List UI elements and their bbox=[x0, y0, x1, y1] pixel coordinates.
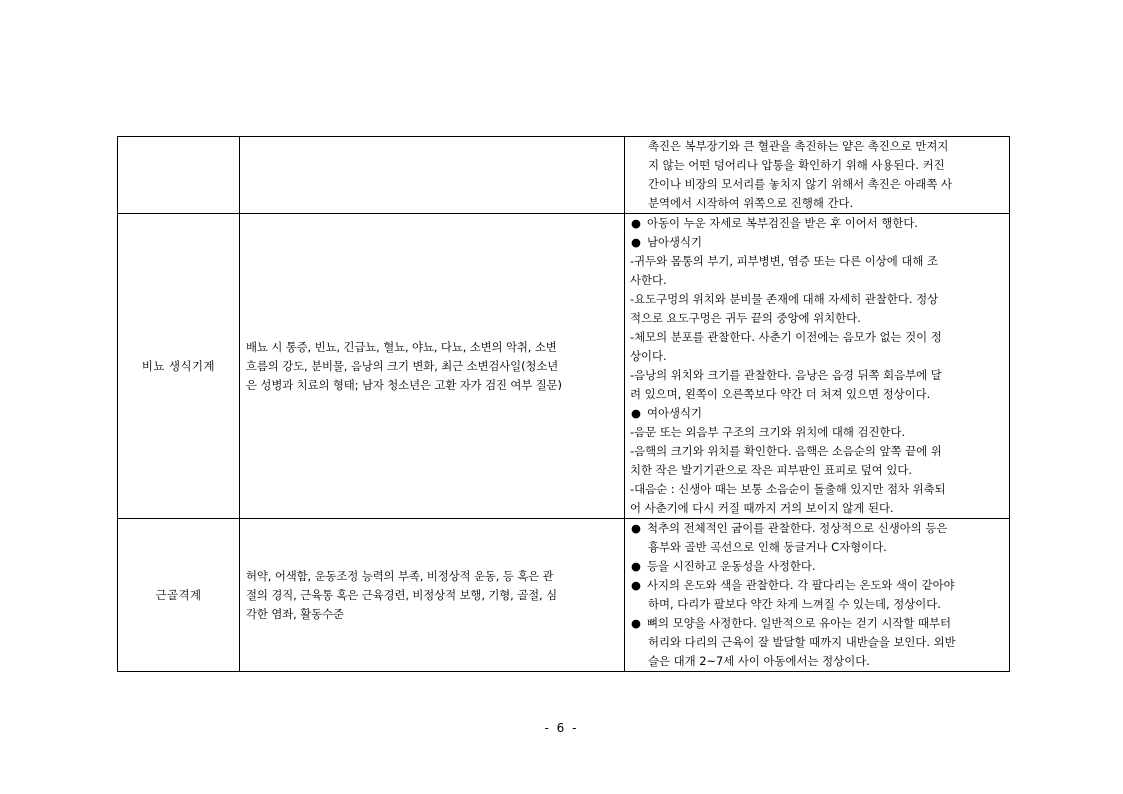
detail-line: 지 않는 어떤 덩어리나 압통을 확인하기 위해 사용된다. 커진 bbox=[648, 158, 945, 172]
symptoms-cell bbox=[240, 519, 625, 672]
bullet-icon: ● bbox=[631, 578, 641, 592]
detail-line: 슬은 대개 2~7세 사이 아동에서는 정상이다. bbox=[648, 654, 870, 668]
category-cell: 근골격계 bbox=[118, 519, 240, 672]
category-cell: 비뇨 생식기계 bbox=[118, 214, 240, 519]
bullet-icon: ● bbox=[631, 406, 641, 420]
detail-line: 치한 작은 발기기관으로 작은 피부판인 표피로 덮여 있다. bbox=[630, 463, 913, 477]
bullet-item bbox=[630, 519, 1005, 538]
detail-line: 분역에서 시작하여 위쪽으로 진행해 간다. bbox=[648, 196, 854, 210]
detail-line: 촉진은 복부장기와 큰 혈관을 촉진하는 얕은 촉진으로 만져지 bbox=[648, 139, 949, 153]
bullet-item bbox=[630, 576, 1005, 595]
table-row bbox=[118, 519, 1010, 672]
detail-line: -요도구멍의 위치와 분비물 존재에 대해 자세히 관찰한다. 정상 bbox=[630, 292, 939, 306]
bullet-text: 척추의 전체적인 굽이를 관찰한다. 정상적으로 신생아의 등은 bbox=[647, 521, 948, 535]
detail-line: -음낭의 위치와 크기를 관찰한다. 음낭은 음경 뒤쪽 회음부에 달 bbox=[630, 368, 942, 382]
detail-line: -체모의 분포를 관찰한다. 사춘기 이전에는 음모가 없는 것이 정 bbox=[630, 330, 942, 344]
assessment-table bbox=[117, 136, 1010, 672]
bullet-item bbox=[630, 214, 1005, 233]
detail-line: 려 있으며, 왼쪽이 오른쪽보다 약간 더 쳐져 있으면 정상이다. bbox=[630, 387, 931, 401]
bullet-text: 사지의 온도와 색을 관찰한다. 각 팔다리는 온도와 색이 같아야 bbox=[647, 578, 955, 592]
detail-line: 하며, 다리가 팔보다 약간 차게 느껴질 수 있는데, 정상이다. bbox=[648, 597, 941, 611]
detail-line: 적으로 요도구멍은 귀두 끝의 중앙에 위치한다. bbox=[630, 311, 861, 325]
bullet-text: 등을 시진하고 운동성을 사정한다. bbox=[647, 559, 816, 573]
category-cell bbox=[118, 137, 240, 214]
bullet-text: 여아생식기 bbox=[647, 406, 703, 420]
bullet-text: 남아생식기 bbox=[647, 235, 703, 249]
symptom-line: 각한 염좌, 활동수준 bbox=[246, 606, 344, 621]
detail-line: -대음순 : 신생아 때는 보통 소음순이 돌출해 있지만 점차 위축되 bbox=[630, 482, 946, 496]
bullet-icon: ● bbox=[631, 235, 641, 249]
symptoms-cell bbox=[240, 214, 625, 519]
detail-line: -음문 또는 외음부 구조의 크기와 위치에 대해 검진한다. bbox=[630, 425, 906, 439]
table-row bbox=[118, 214, 1010, 519]
details-cell bbox=[625, 519, 1010, 672]
detail-line: 간이나 비장의 모서리를 놓치지 않기 위해서 촉진은 아래쪽 사 bbox=[648, 177, 953, 191]
symptoms-cell bbox=[240, 137, 625, 214]
bullet-item bbox=[630, 404, 1005, 423]
page-number: - 6 - bbox=[544, 721, 579, 735]
details-cell bbox=[625, 214, 1010, 519]
detail-line: 사한다. bbox=[630, 273, 667, 287]
bullet-text: 아동이 누운 자세로 복부검진을 받은 후 이어서 행한다. bbox=[647, 216, 919, 230]
bullet-item bbox=[630, 557, 1005, 576]
detail-line: -귀두와 몸통의 부기, 피부병변, 염증 또는 다른 이상에 대해 조 bbox=[630, 254, 939, 268]
detail-line: 상이다. bbox=[630, 349, 667, 363]
detail-line: -음핵의 크기와 위치를 확인한다. 음핵은 소음순의 앞쪽 끝에 위 bbox=[630, 444, 942, 458]
bullet-icon: ● bbox=[631, 559, 641, 573]
symptom-line: 절의 경직, 근육통 혹은 근육경련, 비정상적 보행, 기형, 골절, 심 bbox=[246, 587, 557, 602]
symptom-line: 배뇨 시 통증, 빈뇨, 긴급뇨, 혈뇨, 야뇨, 다뇨, 소변의 악취, 소변 bbox=[246, 339, 557, 354]
bullet-icon: ● bbox=[631, 216, 641, 230]
bullet-item bbox=[630, 614, 1005, 633]
bullet-icon: ● bbox=[631, 616, 641, 630]
bullet-text: 뼈의 모양을 사정한다. 일반적으로 유아는 걷기 시작할 때부터 bbox=[647, 616, 952, 630]
table-row bbox=[118, 137, 1010, 214]
symptom-line: 은 성병과 치료의 형태; 남자 청소년은 고환 자가 검진 여부 질문) bbox=[246, 377, 562, 392]
bullet-icon: ● bbox=[631, 521, 641, 535]
detail-line: 허리와 다리의 근육이 잘 발달할 때까지 내반슬을 보인다. 외반 bbox=[648, 635, 956, 649]
symptom-line: 흐름의 강도, 분비물, 음낭의 크기 변화, 최근 소변검사일(청소년 bbox=[246, 358, 559, 373]
detail-line: 흉부와 골반 곡선으로 인해 둥글거나 C자형이다. bbox=[648, 540, 887, 554]
details-cell bbox=[625, 137, 1010, 214]
symptom-line: 허약, 어색함, 운동조정 능력의 부족, 비정상적 운동, 등 혹은 관 bbox=[246, 568, 554, 583]
bullet-item bbox=[630, 233, 1005, 252]
detail-line: 어 사춘기에 다시 커질 때까지 거의 보이지 않게 된다. bbox=[630, 501, 894, 515]
